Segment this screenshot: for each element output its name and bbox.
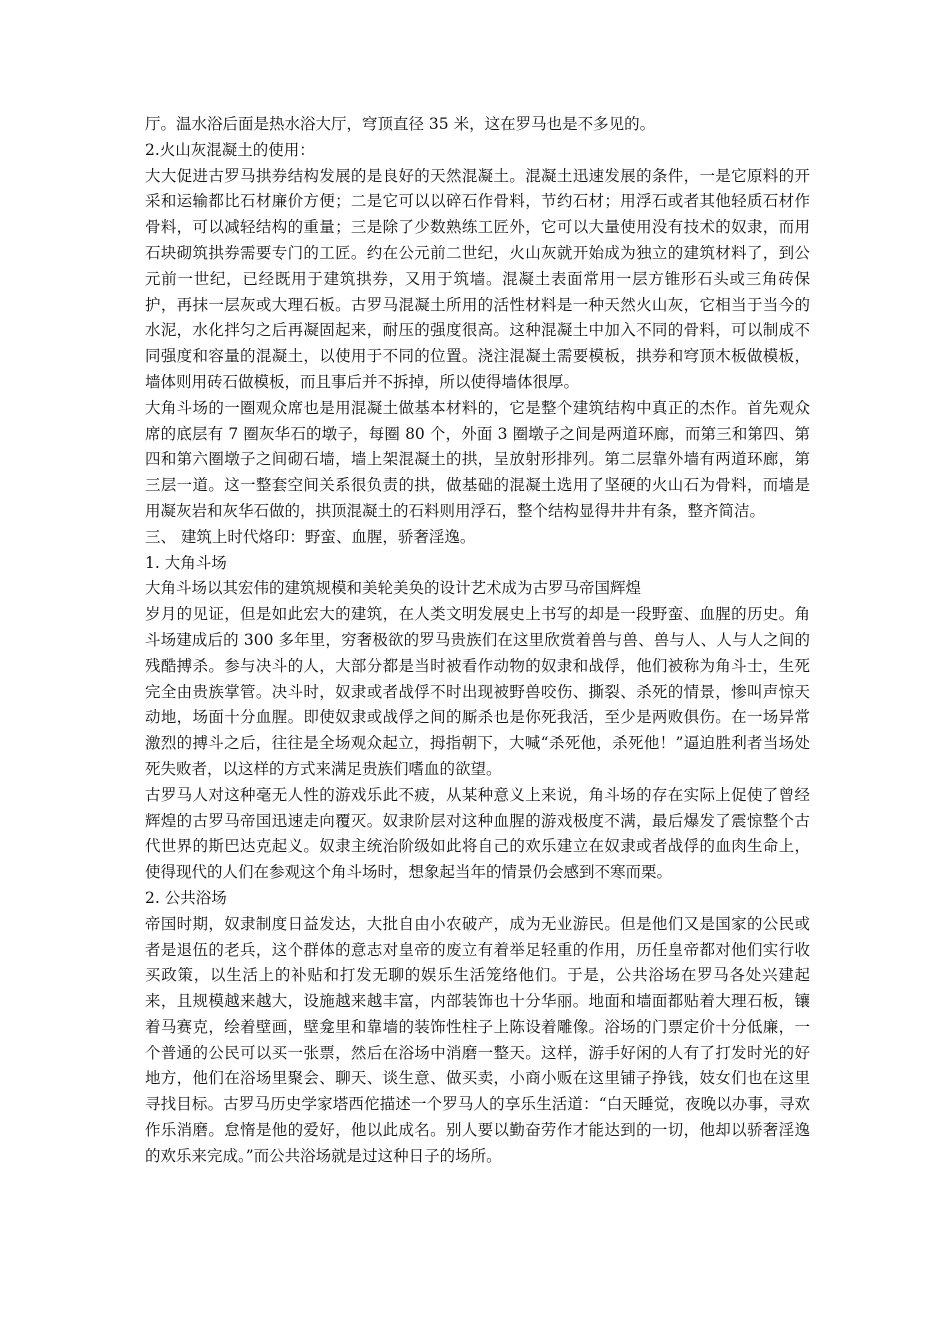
paragraph-hall-continuation: 厅。温水浴后面是热水浴大厅，穹顶直径 35 米，这在罗马也是不多见的。 [145,115,656,133]
paragraph-colosseum-seating: 大角斗场的一圈观众席也是用混凝土做基本材料的，它是整个建筑结构中真正的杰作。首先观众席的底层有 7 圈灰华石的墩子，每圈 80 个，外面 3 圈墩子之间是两道环廊，而第三和第四、第四和第六圈墩子之间砌石墙，墙上架混凝土的拱，呈放射形排列。第二层靠外墙有两道环廊，第三层一道。这一整套空间关系很负责的拱，做基础的混凝土选用了坚硬的火山石为骨料，而墙是用凝灰岩和灰华石做的，拱顶混凝土的石料则用浮石，整个结构显得井井有条，整齐简洁。 [145,398,810,520]
paragraph-concrete-development: 大大促进古罗马拱券结构发展的是良好的天然混凝土。混凝土迅速发展的条件，一是它原料的开采和运输都比石材廉价方便；二是它可以以碎石作骨料，节约石材；用浮石或者其他轻质石材作骨料，可以减轻结构的重量；三是除了少数熟练工匠外，它可以大量使用没有技术的奴隶，而用石块砌筑拱券需要专门的工匠。约在公元前二世纪，火山灰就开始成为独立的建筑材料了，到公元前一世纪，已经既用于建筑拱券，又用于筑墙。混凝土表面常用一层方锥形石头或三角砖保护，再抹一层灰或大理石板。古罗马混凝土所用的活性材料是一种天然火山灰，它相当于当今的水泥，水化拌匀之后再凝固起来，耐压的强度很高。这种混凝土中加入不同的骨料，可以制成不同强度和容量的混凝土，以使用于不同的位置。浇注混凝土需要模板，拱券和穹顶木板做模板，墙体则用砖石做模板，而且事后并不拆掉，所以使得墙体很厚。 [145,166,810,391]
document-page [145,112,810,1170]
paragraph-colosseum-impact: 古罗马人对这种毫无人性的游戏乐此不疲，从某种意义上来说，角斗场的存在实际上促使了曾经辉煌的古罗马帝国迅速走向覆灭。奴隶阶层对这种血腥的游戏极度不满，最后爆发了震惊整个古代世界的斯巴达克起义。奴隶主统治阶级如此将自己的欢乐建立在奴隶或者战俘的血肉生命上，使得现代的人们在参观这个角斗场时，想象起当年的情景仍会感到不寒而栗。 [145,785,810,882]
heading-colosseum: 1. 大角斗场 [145,553,227,572]
paragraph-colosseum-intro: 大角斗场以其宏伟的建筑规模和美轮美奂的设计艺术成为古罗马帝国辉煌 [145,579,642,598]
paragraph-colosseum-history: 岁月的见证，但是如此宏大的建筑，在人类文明发展史上书写的却是一段野蛮、血腥的历史。角斗场建成后的 300 多年里，穷奢极欲的罗马贵族们在这里欣赏着兽与兽、兽与人、人与人之间的残酷搏杀。参与决斗的人，大部分都是当时被看作动物的奴隶和战俘，他们被称为角斗士，生死完全由贵族掌管。决斗时，奴隶或者战俘不时出现被野兽咬伤、撕裂、杀死的情景，惨叫声惊天动地，场面十分血腥。即使奴隶或战俘之间的厮杀也是你死我活，至少是两败俱伤。在一场异常激烈的搏斗之后，往往是全场观众起立，拇指朝下，大喊“杀死他，杀死他！”逼迫胜利者当场处死失败者，以这样的方式来满足贵族们嗜血的欲望。 [145,605,810,778]
heading-volcanic-concrete: 2.火山灰混凝土的使用： [145,140,315,159]
paragraph-public-baths: 帝国时期，奴隶制度日益发达，大批自由小农破产，成为无业游民。但是他们又是国家的公民或者是退伍的老兵，这个群体的意志对皇帝的废立有着举足轻重的作用，历任皇帝都对他们实行收买政策，以生活上的补贴和打发无聊的娱乐生活笼络他们。于是，公共浴场在罗马各处兴建起来，且规模越来越大，设施越来越丰富，内部装饰也十分华丽。地面和墙面都贴着大理石板，镶着马赛克，绘着壁画，壁龛里和靠墙的装饰性柱子上陈设着雕像。浴场的门票定价十分低廉，一个普通的公民可以买一张票，然后在浴场中消磨一整天。这样，游手好闲的人有了打发时光的好地方，他们在浴场里聚会、聊天、谈生意、做买卖，小商小贩在这里铺子挣钱，妓女们也在这里寻找目标。古罗马历史学家塔西佗描述一个罗马人的享乐生活道：“白天睡觉，夜晚以办事，寻欢作乐消磨。怠惰是他的爱好，他以此成名。别人要以勤奋劳作才能达到的一切，他却以骄奢淫逸的欢乐来完成。”而公共浴场就是过这种日子的场所。 [145,914,810,1165]
heading-section-three: 三、 建筑上时代烙印：野蛮、血腥，骄奢淫逸。 [145,527,476,546]
heading-public-baths: 2. 公共浴场 [145,888,227,907]
